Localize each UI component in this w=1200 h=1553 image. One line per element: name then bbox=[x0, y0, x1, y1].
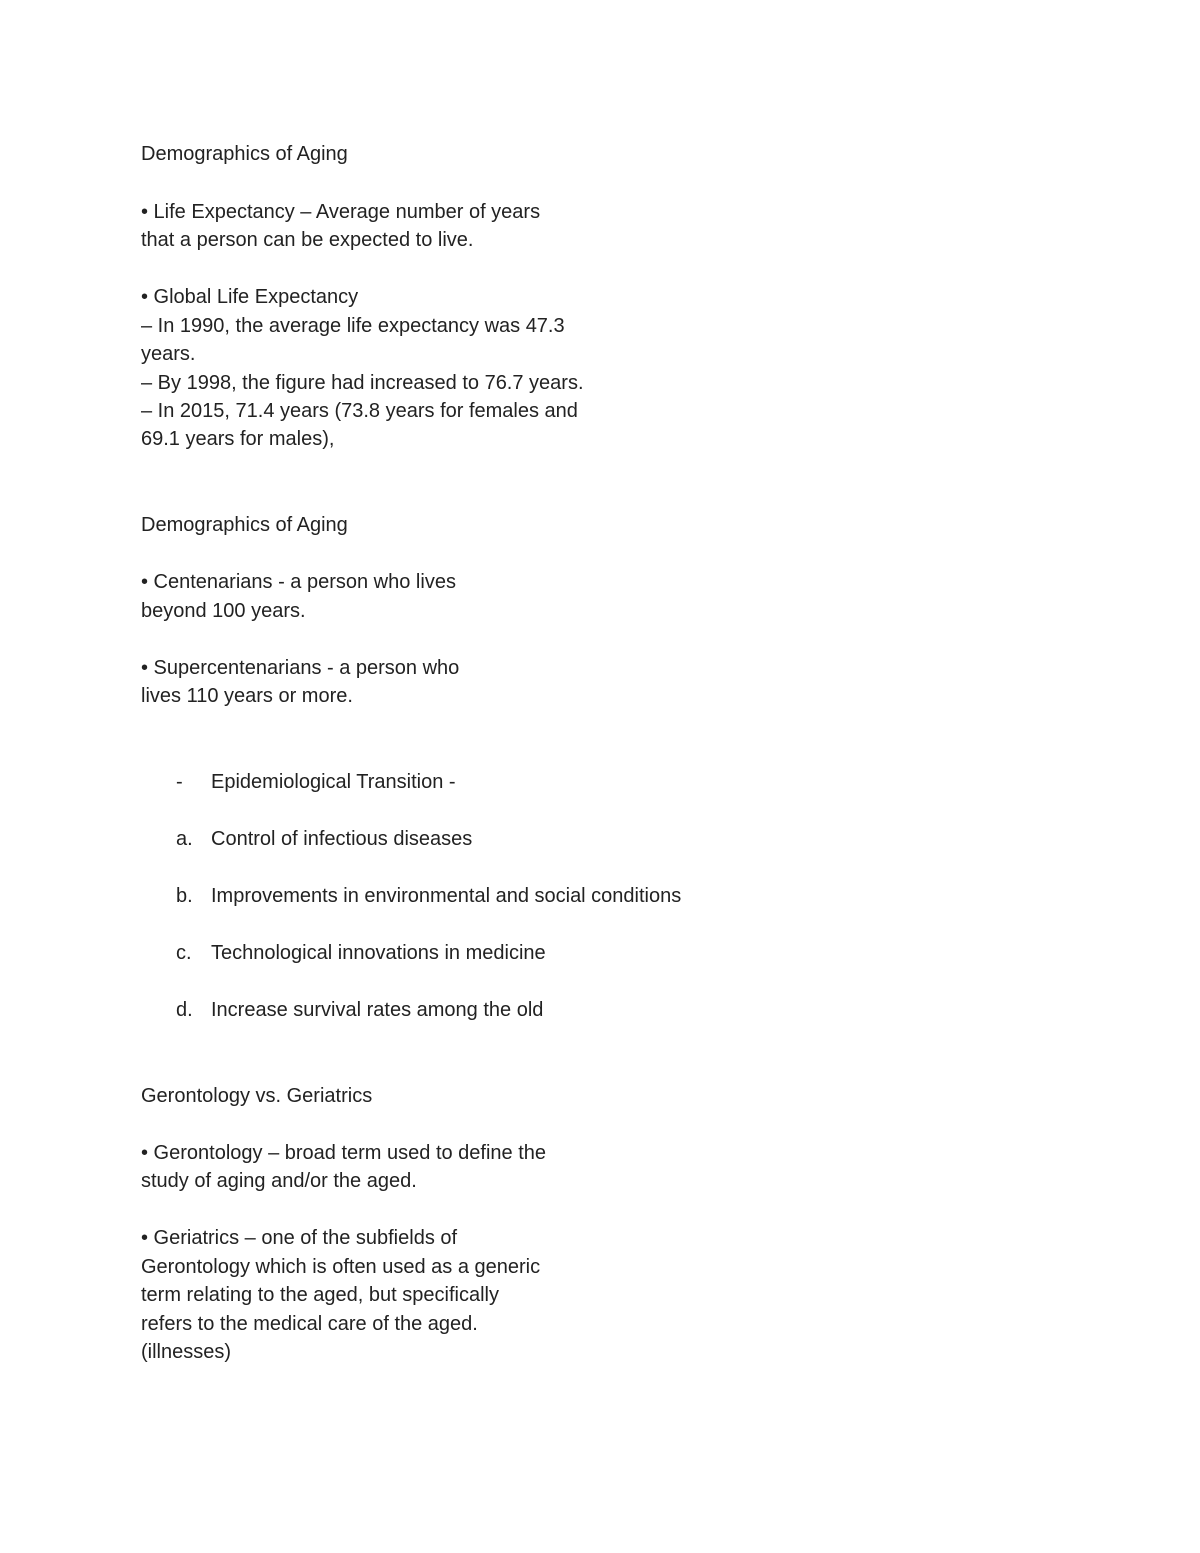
list-marker: - bbox=[176, 771, 183, 793]
list-marker: d. bbox=[176, 999, 193, 1021]
section-heading: Gerontology vs. Geriatrics bbox=[141, 1085, 373, 1107]
list-item: Increase survival rates among the old bbox=[211, 999, 544, 1021]
list-item: Epidemiological Transition - bbox=[211, 771, 456, 793]
supercentenarians-line: lives 110 years or more. bbox=[141, 685, 353, 707]
global-life-expectancy-line: years. bbox=[141, 343, 196, 365]
global-life-expectancy-heading: • Global Life Expectancy bbox=[141, 286, 359, 308]
geriatrics-line: Gerontology which is often used as a generic bbox=[141, 1256, 541, 1278]
section-heading: Demographics of Aging bbox=[141, 514, 348, 536]
list-item: Technological innovations in medicine bbox=[211, 942, 546, 964]
geriatrics-line: • Geriatrics – one of the subfields of bbox=[141, 1227, 458, 1249]
supercentenarians-line: • Supercentenarians - a person who bbox=[141, 657, 460, 679]
geriatrics-line: term relating to the aged, but specifically bbox=[141, 1284, 499, 1306]
global-life-expectancy-line: – By 1998, the figure had increased to 76.7 years. bbox=[141, 372, 584, 394]
geriatrics-line: (illnesses) bbox=[141, 1341, 232, 1363]
centenarians-line: beyond 100 years. bbox=[141, 600, 306, 622]
life-expectancy-line: • Life Expectancy – Average number of years bbox=[141, 201, 541, 223]
list-item: Improvements in environmental and social conditions bbox=[211, 885, 682, 907]
gerontology-line: study of aging and/or the aged. bbox=[141, 1170, 417, 1192]
life-expectancy-line: that a person can be expected to live. bbox=[141, 229, 474, 251]
global-life-expectancy-line: – In 2015, 71.4 years (73.8 years for females and bbox=[141, 400, 578, 422]
geriatrics-line: refers to the medical care of the aged. bbox=[141, 1313, 478, 1335]
list-marker: a. bbox=[176, 828, 193, 850]
list-marker: c. bbox=[176, 942, 192, 964]
gerontology-line: • Gerontology – broad term used to define the bbox=[141, 1142, 547, 1164]
list-item: Control of infectious diseases bbox=[211, 828, 473, 850]
global-life-expectancy-line: 69.1 years for males), bbox=[141, 428, 335, 450]
global-life-expectancy-line: – In 1990, the average life expectancy was 47.3 bbox=[141, 315, 565, 337]
section-heading: Demographics of Aging bbox=[141, 143, 348, 165]
centenarians-line: • Centenarians - a person who lives bbox=[141, 571, 456, 593]
list-marker: b. bbox=[176, 885, 193, 907]
